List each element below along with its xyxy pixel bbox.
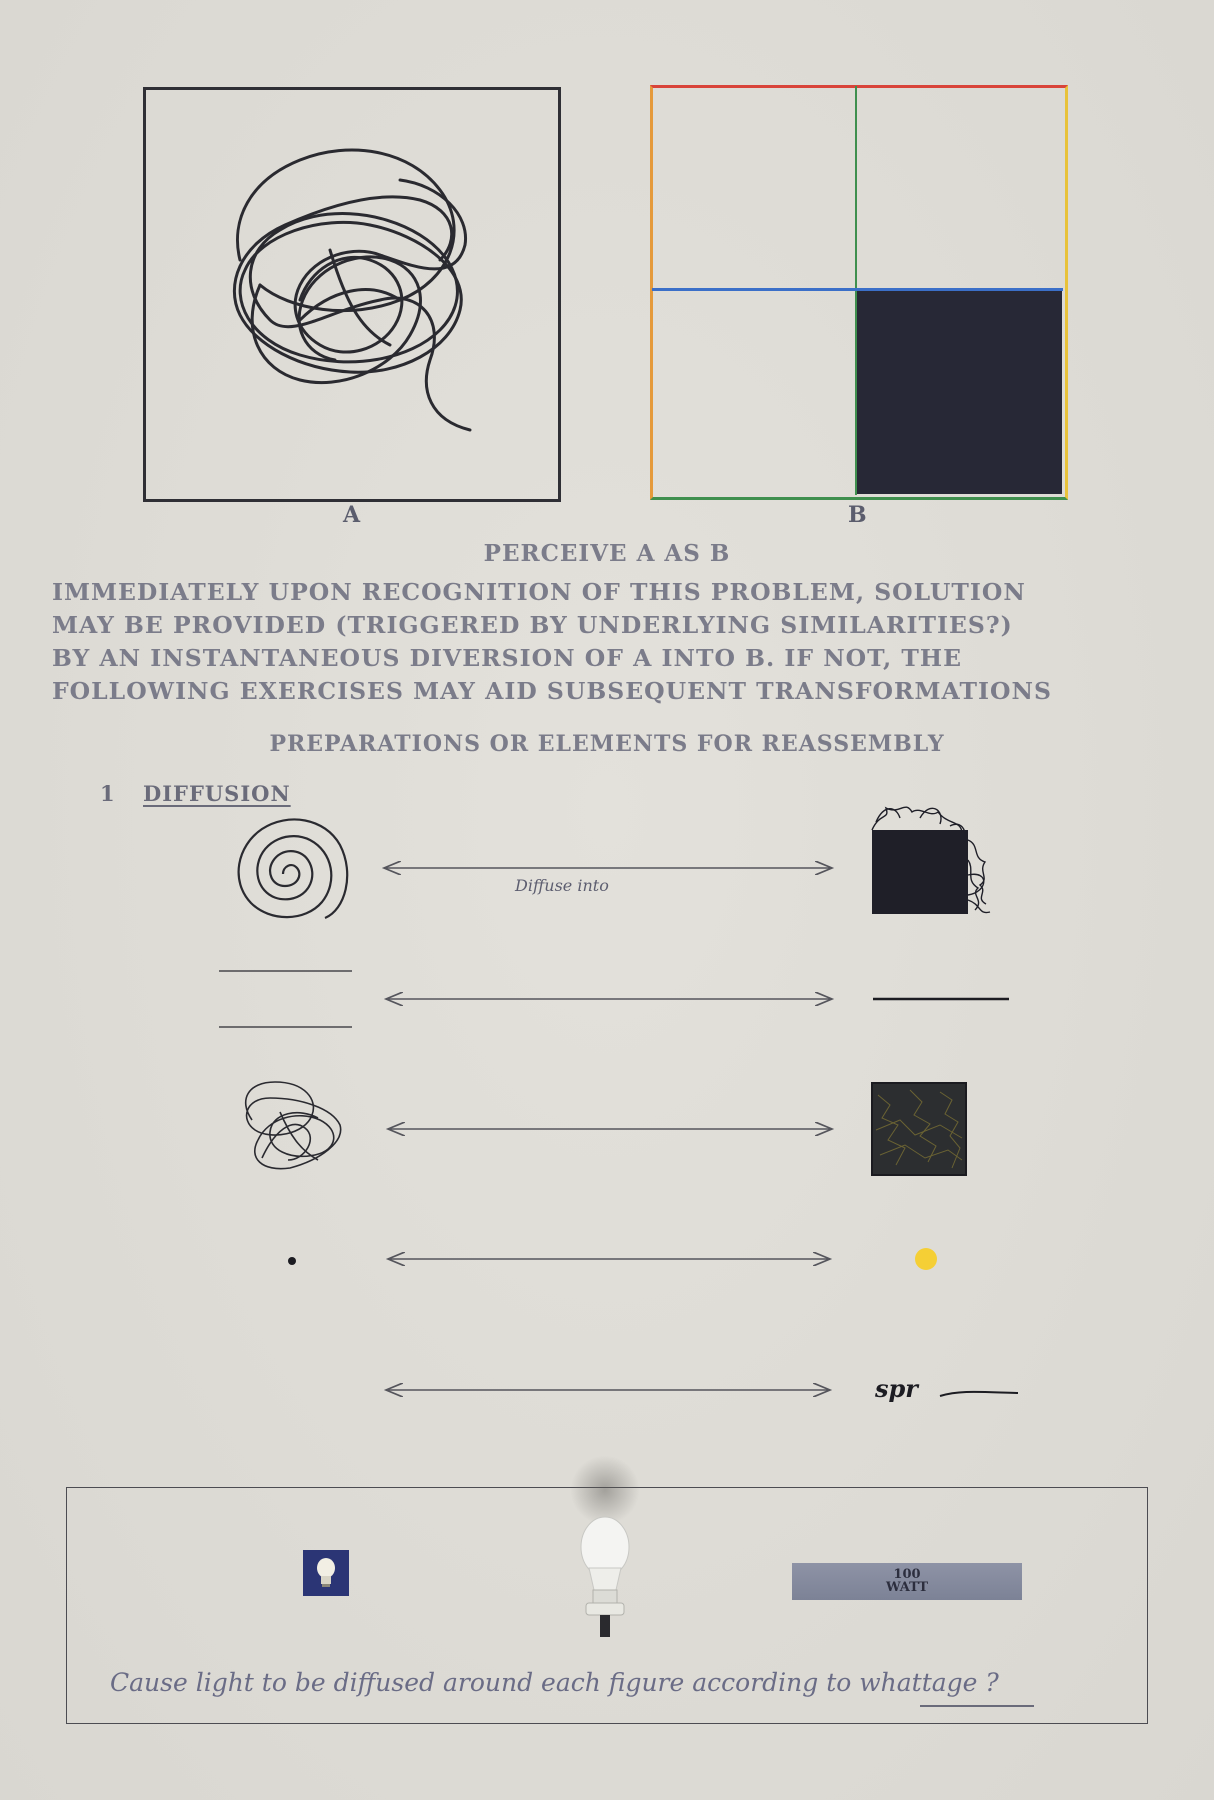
small-dot (288, 1257, 296, 1265)
watt-unit: WATT (885, 1580, 929, 1595)
preparations-heading: PREPARATIONS OR ELEMENTS FOR REASSEMBLY (269, 731, 945, 757)
figure-b-label: B (848, 502, 867, 528)
caption-underlined: whattage (859, 1668, 978, 1697)
section-number: 1 (100, 781, 116, 806)
figure-b-dark-quadrant (856, 290, 1062, 494)
figure-a-label: A (343, 502, 361, 528)
signature-scribble (940, 1392, 1018, 1396)
small-scribble (246, 1082, 341, 1169)
yellow-dot (915, 1248, 937, 1270)
figure-b-horizontal-divider (652, 288, 1063, 291)
light-box-caption (110, 1668, 1090, 1697)
instruction-line-4: FOLLOWING EXERCISES MAY AID SUBSEQUENT TRANSFORMATIONS (52, 677, 1052, 705)
instruction-line-3: BY AN INSTANTANEOUS DIVERSION OF A INTO B. IF NOT, THE (52, 644, 963, 672)
figure-a-frame (143, 87, 561, 502)
caption-question-mark: ? (985, 1668, 999, 1697)
page-title: PERCEIVE A AS B (483, 540, 731, 567)
section-title (143, 781, 291, 806)
textured-square (872, 1083, 966, 1175)
arrow-caption: Diffuse into (515, 876, 609, 895)
watt-number: 100 (893, 1567, 921, 1582)
instruction-line-2: MAY BE PROVIDED (TRIGGERED BY UNDERLYING SIMILARITIES?) (52, 611, 1013, 639)
diffused-square (872, 807, 990, 914)
section-title-text: DIFFUSION (143, 781, 291, 806)
caption-main: Cause light to be diffused around each figure according to (110, 1668, 852, 1697)
watt-label (792, 1563, 1022, 1600)
bulb-picture (303, 1550, 349, 1596)
light-bulb-object (560, 1510, 650, 1650)
instruction-line-1: IMMEDIATELY UPON RECOGNITION OF THIS PROBLEM, SOLUTION (52, 578, 1026, 606)
lightbulb-icon (303, 1550, 349, 1596)
spiral-figure (239, 819, 348, 918)
signature-word: spr (875, 1374, 918, 1403)
